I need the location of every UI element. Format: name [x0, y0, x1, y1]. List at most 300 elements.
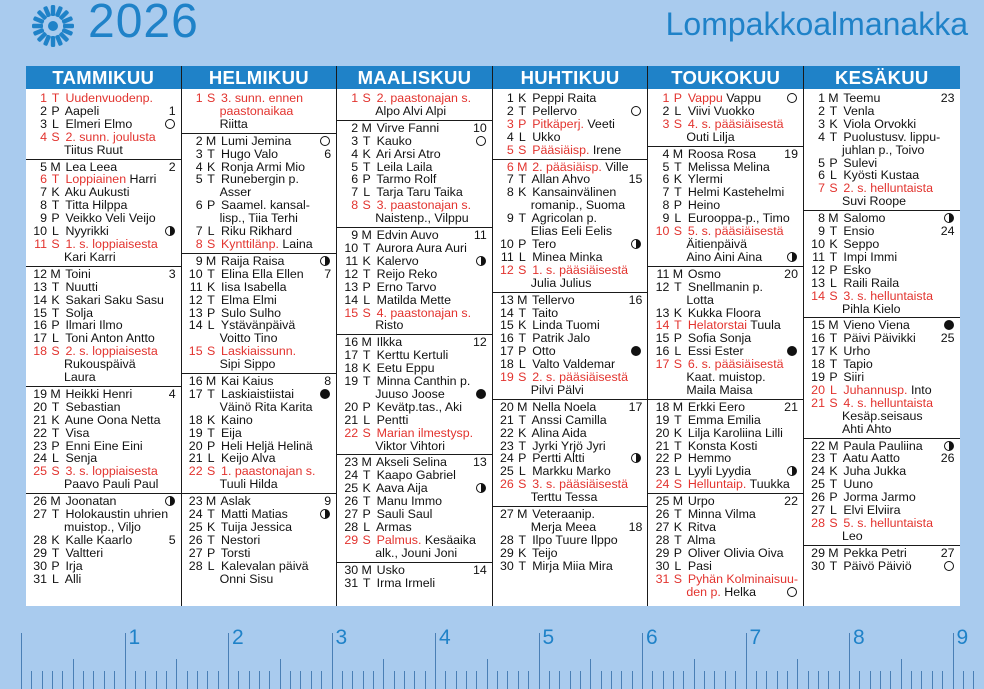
day-name: Viola Orvokki	[843, 116, 917, 131]
day-name: Tellervo	[532, 292, 575, 307]
weekday-letter: S	[206, 344, 216, 359]
continuation-text: Naistenp., Vilppu	[375, 211, 469, 226]
ruler-tick	[973, 671, 974, 689]
ruler-tick	[52, 671, 53, 689]
day-name: Raili Raila	[843, 275, 900, 290]
day-name: Roosa Rosa	[687, 146, 757, 161]
ruler-tick	[683, 671, 684, 689]
day-name: Markku Marko	[532, 464, 611, 479]
day-name: Usko	[376, 562, 405, 577]
day-number: 30	[344, 562, 359, 577]
ruler-tick	[756, 671, 757, 689]
weekday-letter: T	[829, 103, 838, 118]
ruler-tick	[414, 671, 415, 689]
day-number: 12	[655, 279, 670, 294]
full-moon-icon	[631, 346, 641, 356]
weekday-letter: M	[205, 253, 217, 268]
day-number: 27	[188, 545, 203, 560]
day-number: 28	[188, 558, 203, 573]
day-number: 10	[188, 266, 203, 281]
day-name: 6. s. pääsiäisestä	[687, 357, 784, 372]
continuation-text: Terttu Tessa	[530, 490, 598, 505]
day-name: Tarmo Rolf	[376, 172, 437, 187]
continuation-line	[337, 212, 492, 225]
ruler-tick	[435, 633, 436, 689]
day-name: Holokaustin uhrien	[65, 507, 169, 522]
ruler-tick	[321, 671, 322, 689]
day-row	[337, 577, 492, 590]
continuation-text: Rukouspäivä	[64, 357, 136, 372]
day-number: 24	[655, 477, 670, 492]
weekday-letter: K	[829, 236, 838, 251]
week-list	[337, 89, 492, 606]
weekday-letter: S	[362, 91, 371, 105]
day-name: Veteraanip.	[532, 507, 595, 522]
ruler-tick	[714, 671, 715, 689]
weekday-letter: T	[518, 211, 527, 226]
weekday-letter: T	[674, 159, 682, 174]
day-row	[804, 332, 960, 345]
weekday-letter: K	[51, 532, 60, 547]
day-number: 13	[811, 275, 825, 290]
month-column	[804, 66, 960, 606]
weekday-letter: S	[673, 477, 682, 492]
ruler-tick	[580, 671, 581, 689]
day-row	[493, 560, 648, 573]
day-name: Helluntaip.	[687, 477, 747, 492]
new-moon-icon	[165, 119, 175, 129]
ruler-tick	[176, 659, 177, 689]
day-name: 1. paastonajan s.	[221, 464, 316, 479]
weekday-letter: M	[50, 386, 61, 401]
day-name: Leila Laila	[376, 159, 433, 174]
day-row	[26, 573, 181, 586]
continuation-text: lisp., Tiia Terhi	[219, 211, 298, 226]
brand-title: Lompakkoalmanakka	[665, 6, 968, 42]
day-name: Edvin Auvo	[376, 228, 439, 243]
half-moon-icon	[476, 256, 486, 266]
day-name: Aslak	[220, 494, 251, 509]
continuation-text: muistop., Viljo	[64, 520, 141, 534]
day-number: 19	[344, 374, 359, 389]
continuation-line	[182, 105, 337, 118]
day-number: 8	[662, 198, 670, 213]
day-name: 2. s. loppiaisesta	[65, 344, 158, 359]
weekday-letter: K	[362, 481, 371, 496]
continuation-text: Alpo Alvi Alpi	[375, 103, 447, 118]
ruler-tick	[921, 671, 922, 689]
continuation-text: Ahti Ahto	[841, 421, 892, 436]
weekday-letter: P	[362, 279, 371, 294]
day-number: 20	[344, 399, 359, 414]
ruler-tick	[466, 671, 467, 689]
week-block	[648, 91, 803, 147]
day-number: 27	[811, 503, 825, 518]
day-name: Tarja Taru Taika	[376, 185, 463, 200]
day-number: 1	[351, 91, 359, 105]
weekday-letter: L	[52, 451, 59, 466]
ruler-tick	[73, 659, 74, 689]
day-row	[26, 534, 181, 547]
weekday-letter: L	[363, 520, 371, 534]
continuation-line	[182, 401, 337, 414]
day-number: 15	[344, 305, 359, 320]
continuation-line	[182, 118, 337, 131]
day-number: 12	[499, 262, 514, 277]
day-number: 20	[33, 399, 47, 414]
week-number: 5	[168, 532, 176, 547]
day-row	[804, 517, 960, 530]
day-row	[648, 478, 803, 491]
day-name: Ilmari Ilmo	[65, 318, 123, 333]
ruler-tick	[590, 659, 591, 689]
ruler	[0, 612, 984, 689]
sun-logo-icon	[30, 3, 76, 49]
continuation-text: Asser	[219, 185, 252, 200]
week-list	[182, 89, 337, 606]
day-row	[648, 521, 803, 534]
day-number: 28	[811, 516, 825, 530]
day-name: Aune Oona Netta	[64, 412, 161, 427]
day-number: 24	[33, 451, 47, 466]
day-row	[26, 465, 181, 478]
weekday-letter: K	[362, 361, 371, 376]
day-name: Siiri	[843, 370, 865, 385]
week-number: 26	[940, 451, 955, 466]
ruler-tick	[135, 671, 136, 689]
week-number: 14	[472, 562, 487, 577]
day-name: Paula Pauliina	[843, 438, 923, 453]
day-number: 14	[188, 318, 203, 333]
ruler-tick	[518, 671, 519, 689]
new-moon-icon	[476, 136, 486, 146]
day-name: Erno Tarvo	[376, 279, 437, 294]
weekday-letter: T	[518, 305, 527, 320]
day-name: Keijo Alva	[221, 451, 276, 466]
day-name: 2. s. helluntaista	[843, 181, 933, 196]
day-name: 3. s. pääsiäisestä	[532, 477, 628, 492]
weekday-letter: T	[518, 412, 527, 427]
weekday-letter: T	[207, 425, 215, 440]
weekday-letter: T	[207, 146, 215, 161]
weekday-letter: T	[207, 266, 215, 281]
day-name: Senja	[65, 451, 98, 466]
day-number: 15	[188, 344, 203, 359]
day-name: Elina Ella Ellen	[221, 266, 304, 281]
continuation-line	[26, 251, 181, 264]
day-name: Agricolan p.	[531, 211, 597, 226]
weekday-letter: T	[674, 318, 682, 333]
ruler-tick	[259, 671, 260, 689]
weekday-letter: S	[829, 181, 838, 196]
continuation-text: Julia Julius	[530, 275, 592, 290]
week-number: 23	[940, 91, 955, 105]
day-row	[493, 118, 648, 131]
day-name: Sulo Sulho	[221, 305, 281, 320]
day-name: Pertti Altti	[532, 451, 585, 466]
day-name: Manu Immo	[376, 494, 443, 509]
continuation-line	[804, 423, 960, 436]
ruler-tick	[663, 671, 664, 689]
week-block	[804, 439, 960, 546]
day-number: 2	[662, 103, 670, 118]
day-name: Snellmanin p.	[687, 279, 763, 294]
day-number: 16	[655, 344, 670, 359]
week-number: 10	[472, 120, 487, 135]
weekday-letter: T	[362, 133, 371, 148]
day-name: 5. s. helluntaista	[843, 516, 933, 530]
ruler-tick	[166, 671, 167, 689]
day-row	[337, 122, 492, 135]
ruler-tick	[601, 671, 602, 689]
day-number: 11	[656, 266, 670, 281]
calendar-grid	[26, 66, 960, 606]
month-header: TOUKOKUU	[648, 66, 803, 89]
day-name: 5. s. pääsiäisestä	[687, 224, 784, 239]
day-number: 5	[818, 155, 825, 170]
day-number: 6	[506, 159, 514, 174]
weekday-letter: M	[672, 146, 684, 161]
day-number: 13	[344, 279, 359, 294]
day-row	[26, 547, 181, 560]
day-number: 14	[344, 292, 359, 307]
half-moon-icon	[944, 441, 954, 451]
weekday-letter: P	[206, 198, 216, 213]
day-name: Mirja Miia Mira	[532, 558, 613, 573]
week-number: 25	[940, 331, 955, 346]
day-name: Titta Hilppa	[65, 198, 128, 213]
day-name: Ilpo Tuure Ilppo	[532, 532, 618, 547]
day-name: Allan Ahvo	[531, 172, 591, 187]
day-row	[804, 465, 960, 478]
week-block	[26, 267, 181, 387]
day-number: 2	[40, 103, 47, 118]
continuation-text: Merja Meea	[530, 520, 597, 534]
weekday-letter: K	[673, 425, 682, 440]
weekday-letter: K	[518, 318, 527, 333]
ruler-tick	[104, 671, 105, 689]
day-name: Veikko Veli Veijo	[65, 211, 156, 226]
ruler-tick	[425, 671, 426, 689]
day-name: Erkki Eero	[687, 399, 745, 414]
ruler-tick	[766, 671, 767, 689]
week-number: 15	[628, 172, 643, 187]
weekday-letter: K	[51, 412, 60, 427]
day-number: 24	[188, 507, 203, 522]
week-block	[26, 91, 181, 160]
day-name: Juha Jukka	[843, 464, 907, 479]
day-number: 7	[351, 185, 359, 200]
day-name: Minna Vilma	[687, 507, 756, 522]
day-name: Aku Aukusti	[64, 185, 130, 200]
day-number: 22	[188, 464, 203, 479]
day-number: 30	[655, 558, 670, 573]
day-row	[648, 161, 803, 174]
day-row	[182, 414, 337, 427]
ruler-tick	[218, 671, 219, 689]
day-name: Lilja Karoliina Lilli	[687, 425, 783, 440]
day-number: 5	[662, 159, 670, 174]
week-number: 7	[324, 266, 332, 281]
week-number: 11	[473, 228, 487, 243]
weekday-letter: P	[518, 116, 527, 131]
day-name: Peppi Raita	[532, 91, 597, 105]
day-name: Enni Eine Eini	[65, 438, 143, 453]
day-number: 13	[33, 279, 47, 294]
day-number: 7	[40, 185, 47, 200]
day-number: 21	[33, 412, 47, 427]
day-number: 6	[351, 172, 359, 187]
day-name: Marian ilmestysp.	[376, 425, 474, 440]
ruler-tick	[476, 671, 477, 689]
name-day: Tuula	[750, 318, 781, 333]
weekday-letter: T	[362, 374, 371, 389]
day-number: 16	[811, 331, 825, 346]
day-name: Sulevi	[843, 155, 878, 170]
ruler-tick	[539, 633, 540, 689]
weekday-letter: T	[518, 103, 527, 118]
day-name: Pyhän Kolminaisuu-	[687, 571, 799, 586]
day-name: Saamel. kansal-	[221, 198, 310, 213]
day-number: 12	[33, 266, 47, 281]
week-number: 13	[472, 455, 487, 470]
ruler-tick	[269, 671, 270, 689]
weekday-letter: K	[206, 520, 216, 534]
day-name: Venla	[843, 103, 875, 118]
day-number: 26	[33, 494, 47, 509]
day-number: 21	[811, 395, 825, 410]
weekday-letter: M	[205, 374, 217, 389]
weekday-letter: T	[51, 399, 60, 414]
ruler-tick	[332, 633, 333, 689]
weekday-letter: K	[829, 464, 838, 479]
week-block	[182, 254, 337, 374]
day-number: 9	[662, 211, 670, 226]
ruler-tick	[197, 671, 198, 689]
day-number: 4	[662, 146, 670, 161]
day-number: 17	[655, 357, 670, 372]
day-number: 19	[655, 412, 670, 427]
weekday-letter: T	[51, 91, 60, 105]
ruler-label: 4	[439, 626, 451, 649]
day-row	[804, 92, 960, 105]
day-name: Eija	[221, 425, 242, 440]
day-number: 5	[195, 172, 203, 187]
day-number: 23	[188, 494, 203, 509]
day-name: Matti Matias	[221, 507, 288, 522]
day-number: 12	[344, 266, 359, 281]
weekday-letter: L	[674, 344, 682, 359]
day-name: Eetu Eppu	[376, 361, 435, 376]
month-header: MAALISKUU	[337, 66, 492, 89]
day-name: Nestori	[221, 532, 261, 547]
week-number: 17	[628, 399, 643, 414]
weekday-letter: T	[362, 240, 371, 255]
ruler-tick	[559, 671, 560, 689]
day-name: Alina Aida	[531, 425, 587, 440]
continuation-line	[648, 131, 803, 144]
day-name: Urho	[843, 344, 871, 359]
day-number: 5	[40, 159, 47, 174]
day-number: 20	[499, 399, 514, 414]
day-number: 8	[818, 211, 825, 226]
day-number: 23	[811, 451, 825, 466]
ruler-tick	[963, 671, 964, 689]
day-name: Iisa Isabella	[221, 279, 287, 294]
continuation-text: Pilvi Pälvi	[530, 382, 584, 397]
month-column	[493, 66, 649, 606]
name-day: Veeti	[587, 116, 615, 131]
continuation-text: Tuuli Hilda	[219, 477, 278, 492]
week-number: 24	[940, 224, 955, 239]
day-number: 24	[499, 451, 514, 466]
weekday-letter: P	[518, 236, 527, 251]
day-number: 5	[506, 142, 514, 157]
ruler-tick	[849, 633, 850, 689]
weekday-letter: S	[51, 344, 60, 359]
month-header: HUHTIKUU	[493, 66, 648, 89]
ruler-tick	[859, 671, 860, 689]
ruler-tick	[611, 671, 612, 689]
day-number: 9	[351, 228, 359, 243]
week-block	[26, 160, 181, 267]
day-number: 29	[499, 545, 514, 560]
day-name: Helmi Kastehelmi	[687, 185, 785, 200]
ruler-tick	[953, 633, 954, 689]
day-number: 7	[818, 181, 825, 196]
day-number: 10	[344, 240, 359, 255]
day-number: 16	[188, 374, 203, 389]
day-name: Ylermi	[687, 172, 723, 187]
day-number: 28	[33, 532, 47, 547]
day-name: Joonatan	[65, 494, 117, 509]
name-day: Ville	[605, 159, 629, 174]
weekday-letter: L	[207, 558, 215, 573]
day-name: Ukko	[532, 129, 561, 144]
day-number: 25	[344, 481, 359, 496]
weekday-letter: L	[52, 331, 59, 346]
weekday-letter: K	[206, 412, 216, 427]
day-number: 22	[33, 425, 47, 440]
weekday-letter: M	[672, 494, 684, 509]
ruler-label: 9	[956, 626, 969, 649]
week-block	[337, 563, 492, 592]
day-name: Seppo	[843, 236, 880, 251]
day-number: 2	[818, 103, 825, 118]
day-name: Irja	[65, 558, 83, 573]
weekday-letter: P	[51, 318, 60, 333]
continuation-text: Väinö Rita Karita	[219, 399, 313, 414]
day-name: 3. paastonajan s.	[376, 198, 472, 213]
day-name: Pitkäperj.	[532, 116, 584, 131]
day-name: Irma Irmeli	[376, 575, 436, 590]
day-name: Kukka Floora	[687, 305, 761, 320]
day-number: 13	[655, 305, 670, 320]
weekday-letter: T	[362, 575, 371, 590]
weekday-letter: M	[828, 318, 839, 333]
weekday-letter: L	[518, 129, 526, 144]
ruler-tick	[735, 671, 736, 689]
day-number: 17	[499, 344, 514, 359]
continuation-text: Lotta	[686, 292, 714, 307]
weekday-letter: K	[673, 172, 682, 187]
day-name: Päivi Päivikki	[843, 331, 916, 346]
day-name: Pasi	[687, 558, 712, 573]
day-number: 9	[40, 211, 47, 226]
day-name: Uuno	[843, 477, 874, 492]
ruler-tick	[363, 671, 364, 689]
weekday-letter: T	[518, 558, 527, 573]
